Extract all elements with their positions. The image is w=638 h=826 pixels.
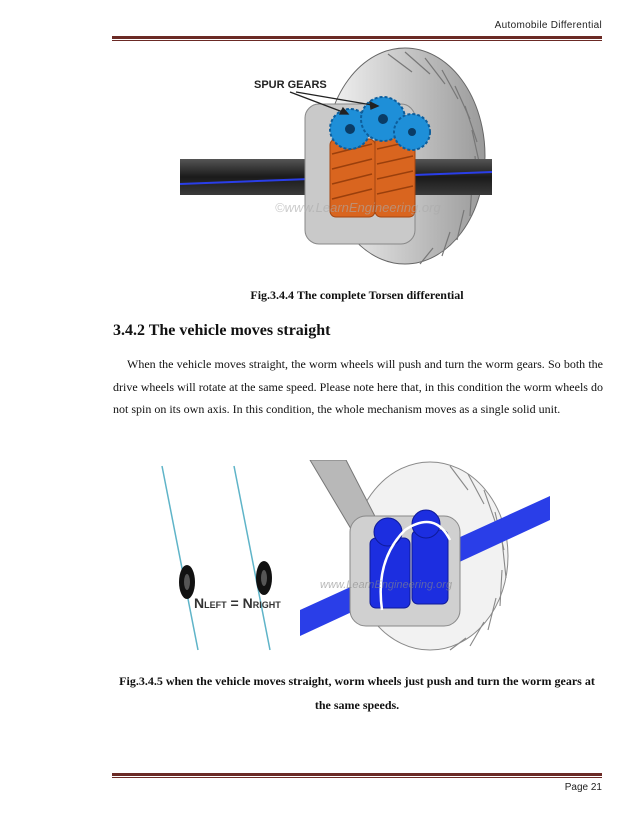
footer-rule [112, 773, 602, 778]
left-track-line [162, 466, 198, 650]
watermark: ©www.LearnEngineering.org [275, 200, 441, 215]
figure-caption-2: Fig.3.4.5 when the vehicle moves straight, worm wheels just push and turn the worm gears at the same speeds. [119, 674, 595, 712]
figure-caption-1: Fig.3.4.4 The complete Torsen differential [250, 288, 464, 302]
right-wheel-icon [256, 561, 272, 595]
spur-gears-label: SPUR GEARS [254, 79, 327, 91]
header-rule [112, 36, 602, 41]
speed-equation: NLEFT = NRIGHT [194, 595, 281, 611]
straight-motion-image [150, 460, 550, 652]
watermark: www.LearnEngineering.org [320, 579, 453, 591]
body-paragraph: When the vehicle moves straight, the worm wheels will push and turn the worm gears. So both the drive wheels will rotate at the same speed. Please note here that, in this condition the worm wheels do not spin on its own axis. In this condition, the whole mechanism moves as a single solid unit. [113, 357, 603, 416]
section-title: 3.4.2 The vehicle moves straight [113, 322, 331, 339]
page-number: Page 21 [564, 782, 602, 793]
torsen-differential-image [180, 44, 492, 270]
left-wheel-icon [179, 565, 195, 599]
right-track-line [234, 466, 270, 650]
running-header: Automobile Differential [494, 20, 602, 31]
